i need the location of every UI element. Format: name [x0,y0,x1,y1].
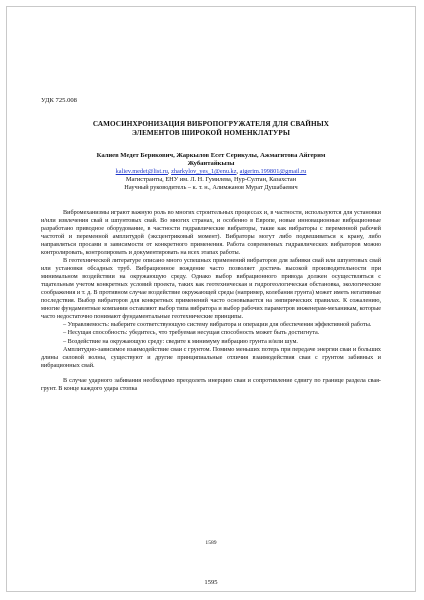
authors-line-2: Жубантайкызы [187,159,235,167]
article-title [41,120,381,138]
list-item-1: – Управляемость: выберите соответствующую систему вибратора и операции для обеспечения эффективной работы. [63,321,372,329]
paragraph-3: Амплитудно-зависимое взаимодействие сваи с грунтом. Помимо меньших потерь при передаче энергии сваи и больших длины силовой волны, существуют и другие принципиальные отличия взаимодействия сваи с грунтом забивных и вибрационных свай. [41,345,381,369]
list-item-2: – Несущая способность: убедитесь, что требуемая несущая способность может быть достигнута. [63,329,320,337]
advisor: Научный руководитель – к. т. н., Алимжанов Мурат Душабаевич [124,184,298,192]
paragraph-4: В случае ударного забивания необходимо преодолеть инерцию сваи и сопротивление сдвигу по границе раздела свая-грунт. В конце каждого удара стопка [41,376,381,392]
title-line-2: ЭЛЕМЕНТОВ ШИРОКОЙ НОМЕНКЛАТУРЫ [131,128,291,137]
paragraph-1: Вибромеханизмы играют важную роль во многих строительных процессах и, в частности, используются для установки и/или извлечения свай и шпунтовых свай. Во многих странах, и особенно в Европе, новые инновационные вибрационные разработано приводное оборудование, в частности гидравлические вибраторы, такие как вибраторы с переменной рабочей частотой и переменной амплитудой (эксцентриковый момент). Вибраторы могут либо подвешиваться к крану, либо направляться просами в зависимости от конкретного применения. Работа современных гидравлических вибраторов можно контролировать, контролировать и документировать на всех этапах работы. [41,208,381,256]
title-line-1: САМОСИНХРОНИЗАЦИЯ ВИБРОПОГРУЖАТЕЛЯ ДЛЯ СВАЙНЫХ [92,119,330,128]
author-emails: kaliev.medet@list.ru, zharkylov_yes_1@enu.kz, aigerim.199801@gmail.ru [115,168,307,176]
inner-page-number: 1589 [205,540,217,546]
authors-line-1: Калиев Медет Берикович, Жаркылов Есет Серикулы, Ажмагитова Айгерим [96,151,326,159]
authors [41,152,381,168]
article-body [41,97,381,393]
paragraph-2: В геотехнической литературе описано много успешных применений вибраторов для забивки свай или шпунтовых свай или установки обсадных труб. Вибрационное вождение часто позволяет достичь высокой производительности при минимальном воздействии на окружающую среду. Однако выбор вибрационного привода должен осуществляться с тщательным учетом конкретных условий проекта, таких как геотехническая и гидрогеологическая обстановка, экологические соображения и т. д. В противном случае воздействие окружающей среды (например, колебания грунта) может иметь негативные последствия. Выбор вибраторов для конкретных применений часто основывается на эмпирических правилах. К сожалению, многие фундаментные компании оставляют выбор типа вибратора и выбор рабочих параметров инженерам-механикам, которые часто недостаточно понимают фундаментальные геотехнические принципы. [41,256,381,321]
udk-code: УДК 725.008 [41,97,77,104]
email-link-2[interactable]: zharkylov_yes_1@enu.kz [171,168,237,176]
page-number: 1595 [204,579,218,586]
document-page [6,6,416,592]
email-link-1[interactable]: kaliev.medet@list.ru [115,168,168,176]
list-item-3: – Воздействие на окружающую среду: сведите к минимуму вибрацию грунта и/или шум. [63,337,298,345]
email-link-3[interactable]: aigerim.199801@gmail.ru [239,168,307,176]
affiliation: Магистранты, ЕНУ им. Л. Н. Гумилева, Нур-Султан, Казахстан [125,176,297,184]
